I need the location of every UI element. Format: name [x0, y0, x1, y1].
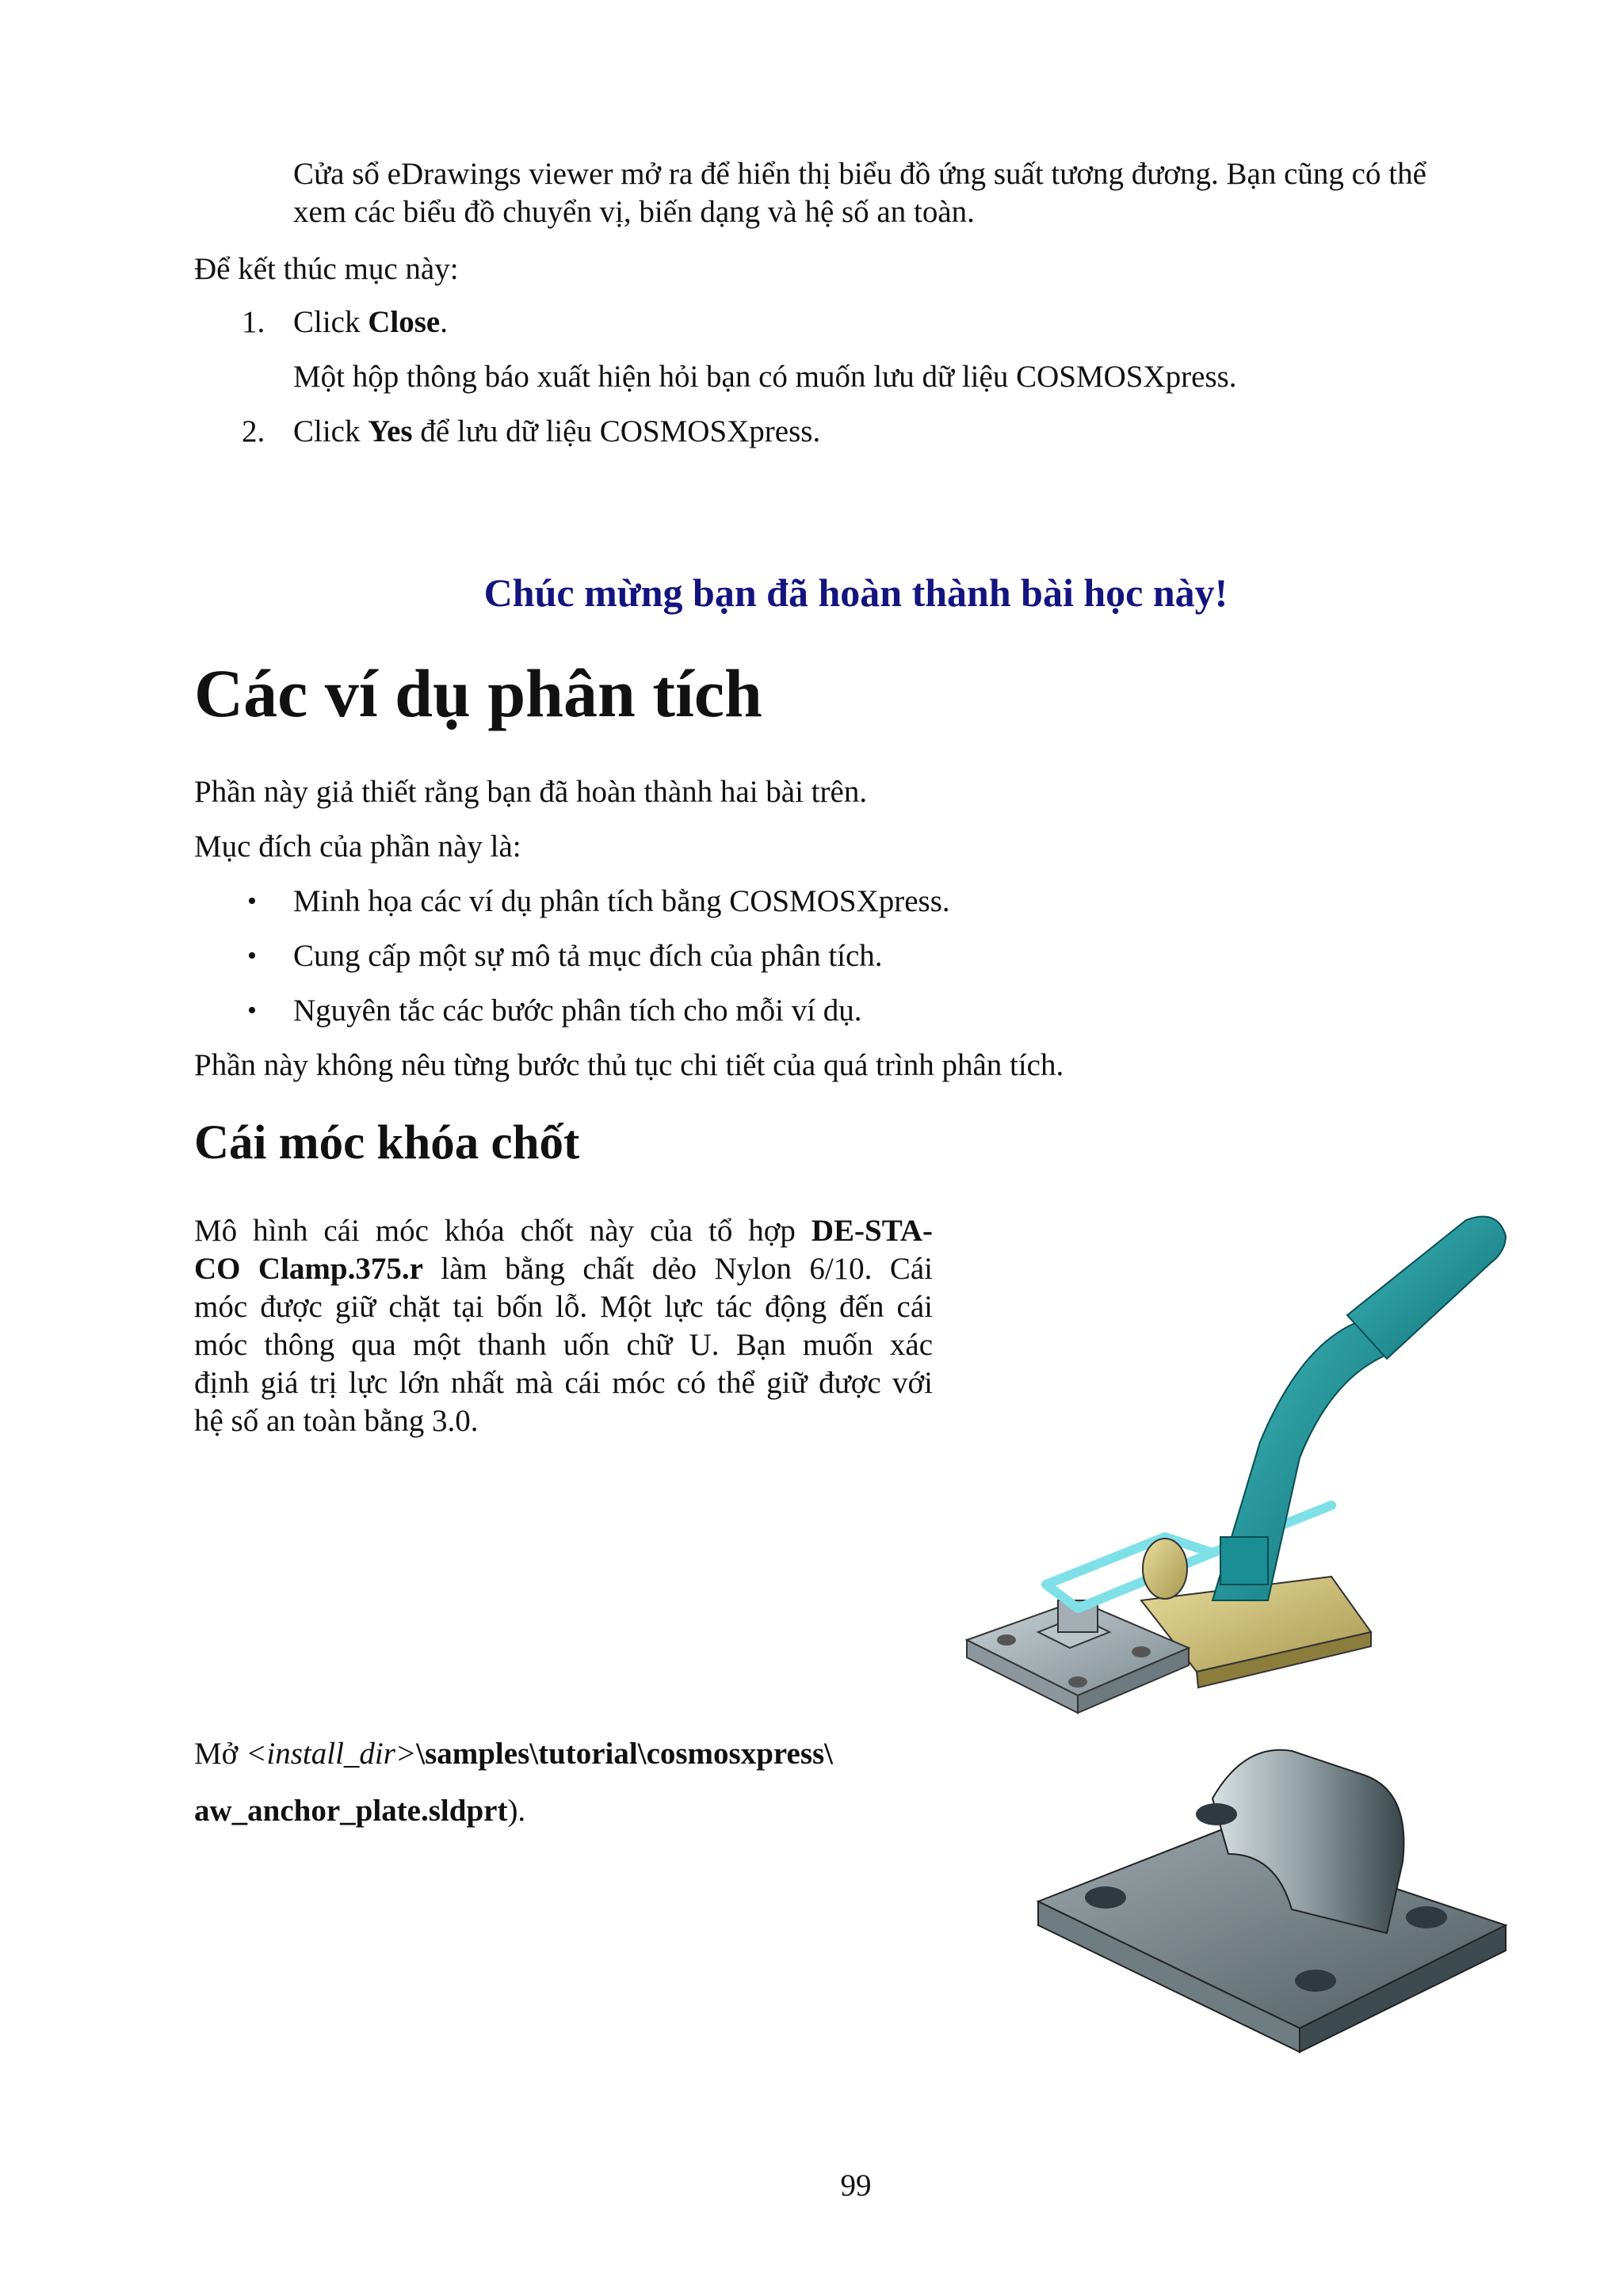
- bullet-marker: •: [247, 941, 257, 971]
- bullet-item: Cung cấp một sự mô tả mục đích của phân tích.: [293, 939, 883, 973]
- close-term: Close: [368, 305, 441, 339]
- latch-clamp-assembly-image: [959, 1204, 1529, 1727]
- step-2-text: Click Yes để lưu dữ liệu COSMOSXpress.: [293, 414, 821, 448]
- file-name: aw_anchor_plate.sldprt: [194, 1794, 508, 1828]
- bullet-item: Minh họa các ví dụ phân tích bằng COSMOSXpress.: [293, 884, 950, 918]
- latch-para-line-4: móc thông qua một thanh uốn chữ U. Bạn muốn xác: [194, 1328, 933, 1362]
- latch-para-line-1: Mô hình cái móc khóa chốt này của tổ hợp DE-STA-: [194, 1214, 933, 1248]
- step-1-text: Click Close.: [293, 305, 448, 339]
- step-1-note: Một hộp thông báo xuất hiện hỏi bạn có muốn lưu dữ liệu COSMOSXpress.: [293, 360, 1237, 394]
- intro-line-2: xem các biểu đồ chuyển vị, biến dạng và hệ số an toàn.: [293, 195, 975, 229]
- subsection-title: Cái móc khóa chốt: [194, 1116, 580, 1169]
- bullet-item: Nguyên tắc các bước phân tích cho mỗi ví dụ.: [293, 994, 862, 1028]
- latch-para-line-6: hệ số an toàn bằng 3.0.: [194, 1404, 479, 1438]
- congrats-heading: Chúc mừng bạn đã hoàn thành bài học này!: [483, 570, 1228, 615]
- finish-lead: Để kết thúc mục này:: [194, 252, 459, 286]
- step-2-number: 2.: [242, 414, 265, 448]
- bullet-marker: •: [247, 996, 257, 1025]
- anchor-plate-image: [1030, 1727, 1522, 2092]
- section-para-3: Phần này không nêu từng bước thủ tục chi tiết của quá trình phân tích.: [194, 1048, 1064, 1082]
- page-number: 99: [840, 2168, 872, 2203]
- section-para-2: Mục đích của phần này là:: [194, 830, 521, 864]
- bullet-marker: •: [247, 887, 257, 916]
- section-para-1: Phần này giả thiết rằng bạn đã hoàn thành hai bài trên.: [194, 775, 868, 809]
- yes-term: Yes: [368, 414, 413, 448]
- open-file-line-2: aw_anchor_plate.sldprt).: [194, 1794, 526, 1828]
- latch-para-line-3: móc được giữ chặt tại bốn lỗ. Một lực tác động đến cái: [194, 1290, 933, 1324]
- section-title: Các ví dụ phân tích: [194, 655, 762, 731]
- step-1-number: 1.: [242, 305, 265, 339]
- intro-line-1: Cửa sổ eDrawings viewer mở ra để hiển thị biểu đồ ứng suất tương đương. Bạn cũng có thể: [293, 157, 1426, 191]
- open-file-line-1: Mở <install_dir>\samples\tutorial\cosmosxpress\: [194, 1737, 834, 1771]
- latch-para-line-2: CO Clamp.375.r làm bằng chất dẻo Nylon 6/10. Cái: [194, 1252, 933, 1286]
- latch-para-line-5: định giá trị lực lớn nhất mà cái móc có thể giữ được với: [194, 1366, 933, 1400]
